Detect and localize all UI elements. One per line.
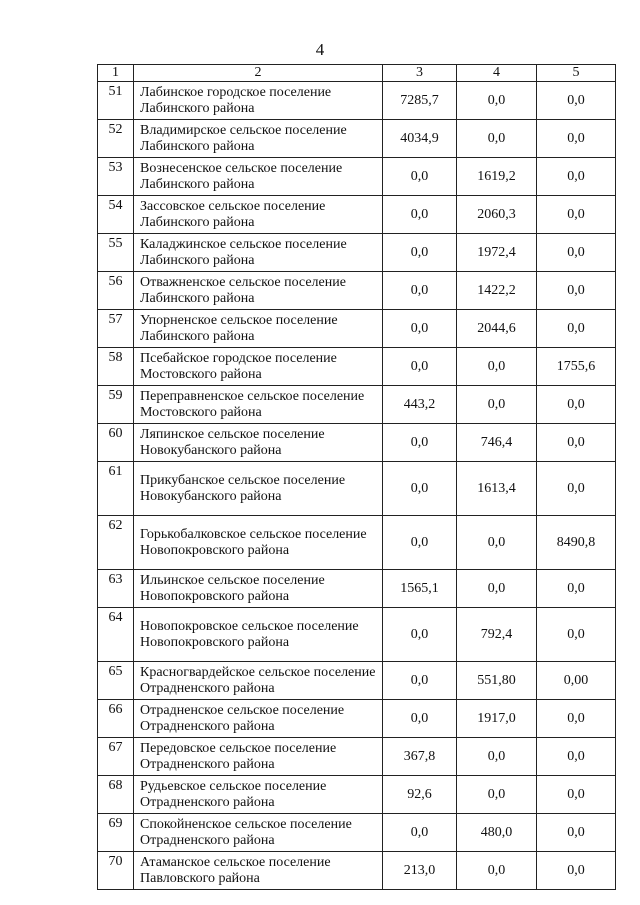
- municipality-name: Горькобалковское сельское поселение Новопокровского района: [134, 516, 383, 570]
- value-col-3: 0,0: [383, 424, 457, 462]
- value-col-5: 0,0: [537, 852, 616, 890]
- municipality-name: Упорненское сельское поселение Лабинского района: [134, 310, 383, 348]
- value-col-5: 0,0: [537, 310, 616, 348]
- municipality-name: Спокойненское сельское поселение Отрадненского района: [134, 814, 383, 852]
- municipality-name: Переправненское сельское поселение Мостовского района: [134, 386, 383, 424]
- value-col-4: 0,0: [457, 570, 537, 608]
- table-row: [98, 196, 616, 234]
- value-col-4: 0,0: [457, 348, 537, 386]
- municipality-name: Отважненское сельское поселение Лабинского района: [134, 272, 383, 310]
- value-col-5: 0,0: [537, 120, 616, 158]
- table-row: [98, 158, 616, 196]
- value-col-3: 0,0: [383, 272, 457, 310]
- value-col-3: 0,0: [383, 348, 457, 386]
- value-col-5: 0,0: [537, 82, 616, 120]
- row-number: 68: [98, 776, 134, 814]
- value-col-4: 551,80: [457, 662, 537, 700]
- header-col-4: 4: [457, 65, 537, 82]
- municipality-name: Вознесенское сельское поселение Лабинского района: [134, 158, 383, 196]
- page-number: 4: [315, 40, 325, 59]
- value-col-4: 1613,4: [457, 462, 537, 516]
- table-row: [98, 852, 616, 890]
- value-col-5: 0,0: [537, 424, 616, 462]
- table-row: [98, 348, 616, 386]
- row-number: 55: [98, 234, 134, 272]
- row-number: 58: [98, 348, 134, 386]
- value-col-3: 4034,9: [383, 120, 457, 158]
- table-row: [98, 662, 616, 700]
- value-col-4: 1972,4: [457, 234, 537, 272]
- value-col-4: 2060,3: [457, 196, 537, 234]
- row-number: 70: [98, 852, 134, 890]
- table-row: [98, 776, 616, 814]
- row-number: 67: [98, 738, 134, 776]
- value-col-3: 0,0: [383, 462, 457, 516]
- municipality-name: Отрадненское сельское поселение Отрадненского района: [134, 700, 383, 738]
- header-row: [98, 65, 616, 82]
- header-col-5: 5: [537, 65, 616, 82]
- municipality-name: Зассовское сельское поселение Лабинского района: [134, 196, 383, 234]
- header-col-2: 2: [134, 65, 383, 82]
- value-col-3: 92,6: [383, 776, 457, 814]
- value-col-5: 0,0: [537, 700, 616, 738]
- table-row: [98, 462, 616, 516]
- value-col-3: 0,0: [383, 608, 457, 662]
- value-col-5: 0,0: [537, 776, 616, 814]
- row-number: 69: [98, 814, 134, 852]
- value-col-4: 0,0: [457, 386, 537, 424]
- municipality-name: Атаманское сельское поселение Павловского района: [134, 852, 383, 890]
- row-number: 61: [98, 462, 134, 516]
- table-row: [98, 570, 616, 608]
- value-col-5: 0,0: [537, 814, 616, 852]
- value-col-3: 0,0: [383, 310, 457, 348]
- value-col-3: 0,0: [383, 662, 457, 700]
- table-row: [98, 700, 616, 738]
- distribution-table: [97, 64, 616, 890]
- value-col-3: 0,0: [383, 814, 457, 852]
- value-col-4: 0,0: [457, 82, 537, 120]
- row-number: 57: [98, 310, 134, 348]
- row-number: 56: [98, 272, 134, 310]
- municipality-name: Прикубанское сельское поселение Новокубанского района: [134, 462, 383, 516]
- row-number: 60: [98, 424, 134, 462]
- value-col-5: 0,0: [537, 738, 616, 776]
- row-number: 54: [98, 196, 134, 234]
- value-col-4: 0,0: [457, 776, 537, 814]
- value-col-5: 0,0: [537, 386, 616, 424]
- row-number: 51: [98, 82, 134, 120]
- row-number: 66: [98, 700, 134, 738]
- municipality-name: Каладжинское сельское поселение Лабинского района: [134, 234, 383, 272]
- value-col-4: 1619,2: [457, 158, 537, 196]
- value-col-3: 213,0: [383, 852, 457, 890]
- row-number: 63: [98, 570, 134, 608]
- value-col-3: 0,0: [383, 516, 457, 570]
- municipality-name: Ильинское сельское поселение Новопокровского района: [134, 570, 383, 608]
- header-col-1: 1: [98, 65, 134, 82]
- value-col-4: 0,0: [457, 738, 537, 776]
- value-col-5: 0,0: [537, 158, 616, 196]
- value-col-4: 792,4: [457, 608, 537, 662]
- row-number: 53: [98, 158, 134, 196]
- municipality-name: Рудьевское сельское поселение Отрадненского района: [134, 776, 383, 814]
- header-col-3: 3: [383, 65, 457, 82]
- value-col-3: 7285,7: [383, 82, 457, 120]
- table-row: [98, 272, 616, 310]
- municipality-name: Передовское сельское поселение Отрадненского района: [134, 738, 383, 776]
- table-row: [98, 424, 616, 462]
- value-col-3: 0,0: [383, 196, 457, 234]
- row-number: 65: [98, 662, 134, 700]
- table-row: [98, 814, 616, 852]
- value-col-5: 0,0: [537, 272, 616, 310]
- value-col-5: 0,0: [537, 462, 616, 516]
- value-col-3: 1565,1: [383, 570, 457, 608]
- municipality-name: Лабинское городское поселение Лабинского района: [134, 82, 383, 120]
- table-row: [98, 608, 616, 662]
- value-col-5: 0,0: [537, 234, 616, 272]
- municipality-name: Новопокровское сельское поселение Новопокровского района: [134, 608, 383, 662]
- municipality-name: Ляпинское сельское поселение Новокубанского района: [134, 424, 383, 462]
- table-row: [98, 120, 616, 158]
- value-col-3: 367,8: [383, 738, 457, 776]
- municipality-name: Красногвардейское сельское поселение Отрадненского района: [134, 662, 383, 700]
- value-col-4: 0,0: [457, 516, 537, 570]
- value-col-5: 8490,8: [537, 516, 616, 570]
- value-col-4: 480,0: [457, 814, 537, 852]
- value-col-3: 0,0: [383, 700, 457, 738]
- value-col-4: 746,4: [457, 424, 537, 462]
- row-number: 64: [98, 608, 134, 662]
- table-row: [98, 82, 616, 120]
- municipality-name: Псебайское городское поселение Мостовского района: [134, 348, 383, 386]
- value-col-4: 0,0: [457, 120, 537, 158]
- row-number: 59: [98, 386, 134, 424]
- table-row: [98, 738, 616, 776]
- value-col-5: 1755,6: [537, 348, 616, 386]
- value-col-5: 0,0: [537, 196, 616, 234]
- value-col-5: 0,0: [537, 608, 616, 662]
- value-col-3: 0,0: [383, 234, 457, 272]
- table-row: [98, 516, 616, 570]
- value-col-4: 1917,0: [457, 700, 537, 738]
- row-number: 62: [98, 516, 134, 570]
- value-col-4: 0,0: [457, 852, 537, 890]
- value-col-5: 0,00: [537, 662, 616, 700]
- value-col-4: 1422,2: [457, 272, 537, 310]
- table-row: [98, 234, 616, 272]
- municipality-name: Владимирское сельское поселение Лабинского района: [134, 120, 383, 158]
- row-number: 52: [98, 120, 134, 158]
- value-col-3: 0,0: [383, 158, 457, 196]
- value-col-4: 2044,6: [457, 310, 537, 348]
- table-row: [98, 310, 616, 348]
- value-col-3: 443,2: [383, 386, 457, 424]
- value-col-5: 0,0: [537, 570, 616, 608]
- table-row: [98, 386, 616, 424]
